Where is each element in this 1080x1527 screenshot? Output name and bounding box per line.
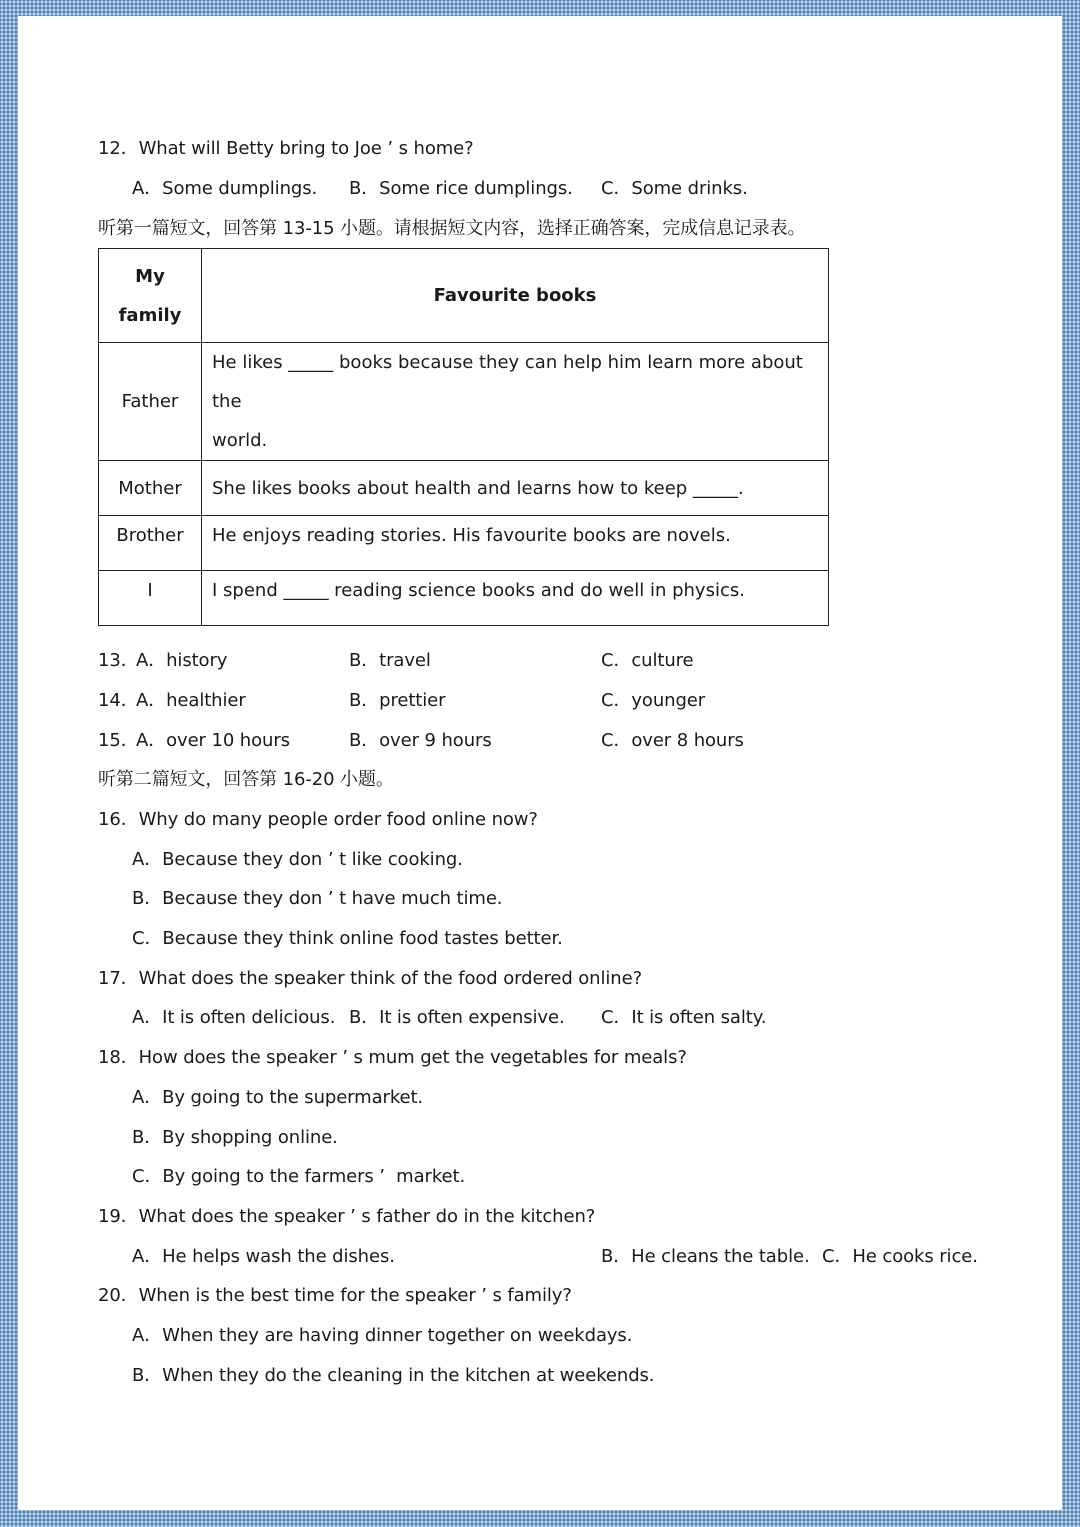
- father-text-line1: He likes _____ books because they can help him learn more about the: [212, 352, 803, 412]
- header-favourite-books: Favourite books: [202, 249, 829, 343]
- section-2-instruction: 听第二篇短文，回答第 16-20 小题。: [98, 769, 394, 790]
- question-17: 17．What does the speaker think of the food ordered online?: [98, 968, 643, 989]
- table-row: [99, 343, 829, 461]
- info-record-table: [98, 248, 829, 626]
- q16-option-c: C．Because they think online food tastes better.: [132, 928, 563, 949]
- header-family: family: [118, 304, 182, 326]
- row-text-brother: He enjoys reading stories. His favourite books are novels.: [202, 516, 829, 571]
- q18-option-a: A．By going to the supermarket.: [132, 1087, 424, 1108]
- table-header-row: [99, 249, 829, 343]
- q16-option-b: B．Because they don ’ t have much time.: [132, 888, 503, 909]
- q15-option-c: C．over 8 hours: [601, 730, 744, 751]
- q12-option-b: B．Some rice dumplings.: [349, 178, 573, 199]
- q17-option-b: B．It is often expensive.: [349, 1007, 565, 1028]
- q17-option-a: A．It is often delicious.: [132, 1007, 336, 1028]
- q13-number: 13．: [98, 650, 139, 671]
- row-label-brother: Brother: [99, 516, 202, 571]
- q17-option-c: C．It is often salty.: [601, 1007, 767, 1028]
- q18-option-c: C．By going to the farmers ’ market.: [132, 1166, 466, 1187]
- q20-option-b: B．When they do the cleaning in the kitchen at weekends.: [132, 1365, 655, 1386]
- q14-option-c: C．younger: [601, 690, 706, 711]
- q14-number: 14．: [98, 690, 139, 711]
- table-row: [99, 461, 829, 516]
- q15-number: 15．: [98, 730, 139, 751]
- q20-option-a: A．When they are having dinner together on weekdays.: [132, 1325, 633, 1346]
- question-19: 19．What does the speaker ’ s father do in the kitchen?: [98, 1206, 596, 1227]
- question-20: 20．When is the best time for the speaker ’ s family?: [98, 1285, 572, 1306]
- table-row: [99, 516, 829, 571]
- q15-option-a: A．over 10 hours: [136, 730, 290, 751]
- section-1-instruction: 听第一篇短文，回答第 13-15 小题。请根据短文内容，选择正确答案，完成信息记录表。: [98, 218, 806, 239]
- q19-option-b: B．He cleans the table.: [601, 1246, 810, 1267]
- q12-option-c: C．Some drinks.: [601, 178, 748, 199]
- row-text-father: [202, 343, 829, 461]
- row-label-father: Father: [99, 343, 202, 461]
- q19-option-a: A．He helps wash the dishes.: [132, 1246, 395, 1267]
- header-my-family: [99, 249, 202, 343]
- row-text-mother: She likes books about health and learns how to keep _____.: [202, 461, 829, 516]
- header-my: My: [135, 265, 165, 287]
- q16-option-a: A．Because they don ’ t like cooking.: [132, 849, 463, 870]
- q13-option-b: B．travel: [349, 650, 431, 671]
- row-label-i: I: [99, 571, 202, 626]
- row-label-mother: Mother: [99, 461, 202, 516]
- q13-option-a: A．history: [136, 650, 228, 671]
- table-row: [99, 571, 829, 626]
- question-12: 12．What will Betty bring to Joe ’ s home?: [98, 138, 474, 159]
- worksheet-page: [18, 16, 1062, 1510]
- row-text-i: I spend _____ reading science books and do well in physics.: [202, 571, 829, 626]
- q15-option-b: B．over 9 hours: [349, 730, 492, 751]
- q14-option-b: B．prettier: [349, 690, 446, 711]
- father-text-line2: world.: [212, 430, 268, 451]
- question-16: 16．Why do many people order food online now?: [98, 809, 538, 830]
- q14-option-a: A．healthier: [136, 690, 246, 711]
- q13-option-c: C．culture: [601, 650, 694, 671]
- q18-option-b: B．By shopping online.: [132, 1127, 338, 1148]
- q12-option-a: A．Some dumplings.: [132, 178, 318, 199]
- question-18: 18．How does the speaker ’ s mum get the vegetables for meals?: [98, 1047, 687, 1068]
- q19-option-c: C．He cooks rice.: [822, 1246, 978, 1267]
